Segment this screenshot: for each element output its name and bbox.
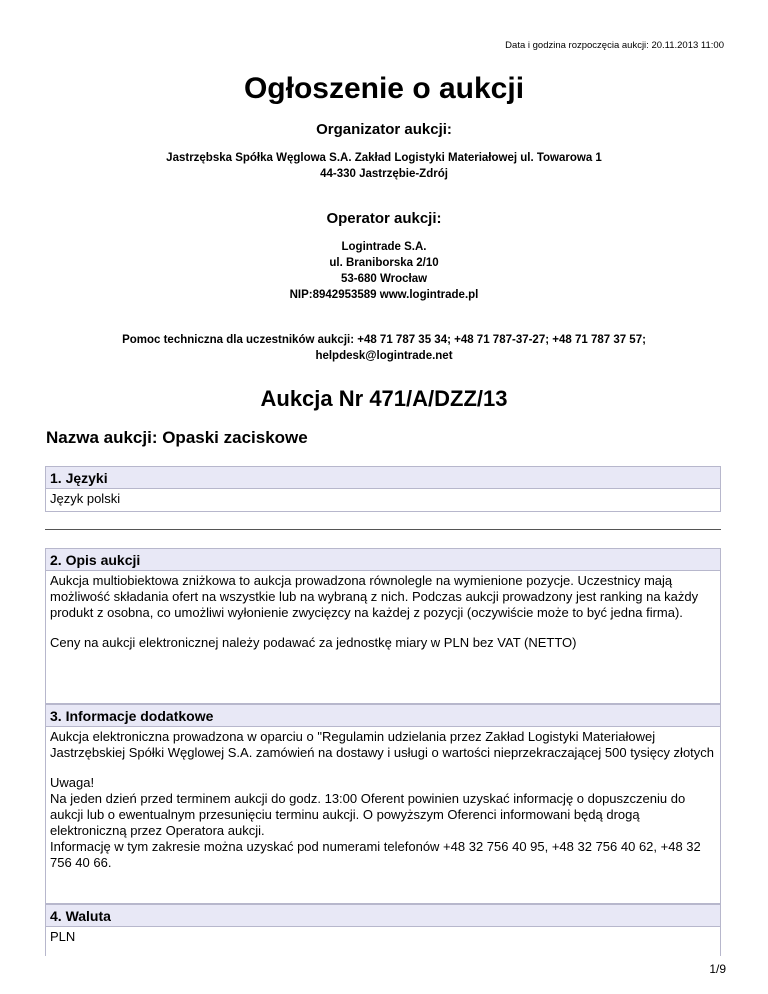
auction-name: Nazwa aukcji: Opaski zaciskowe: [46, 428, 308, 447]
page-title: Ogłoszenie o aukcji: [243, 72, 525, 105]
organizer-line2: 44-330 Jastrzębie-Zdrój: [320, 168, 448, 180]
organizer-block: [0, 121, 768, 182]
section-heading: 4. Waluta: [46, 905, 720, 927]
support-block: [0, 332, 768, 364]
section-body: [46, 727, 720, 875]
description-paragraph: Ceny na aukcji elektronicznej należy podawać za jednostkę miary w PLN bez VAT (NETTO): [50, 635, 577, 650]
operator-name: Logintrade S.A.: [341, 241, 427, 253]
notice-title: Uwaga!: [50, 775, 95, 790]
support-line1: Pomoc techniczna dla uczestników aukcji: +48 71 787 35 34; +48 71 787-37-27; +48 71 787 37 57;: [122, 334, 646, 346]
additional-paragraph: Aukcja elektroniczna prowadzona w oparciu o "Regulamin udzielania przez Zakład Logistyki Materiałowej Jastrzębskiej Spółki Węglowej S.A. zamówień na dostawy i usługi o wartości nieprzekraczającej 500 tysięcy złotych: [50, 729, 715, 760]
auction-start-date: Data i godzina rozpoczęcia aukcji: 20.11.2013 11:00: [505, 40, 724, 51]
section-description: [45, 548, 721, 704]
section-languages: [45, 466, 721, 512]
operator-block: [0, 210, 768, 303]
operator-nip: NIP:8942953589 www.logintrade.pl: [289, 289, 479, 301]
section-additional-info: [45, 704, 721, 904]
section-body: [46, 571, 720, 655]
support-email: helpdesk@logintrade.net: [315, 350, 453, 362]
operator-heading: Operator aukcji:: [326, 210, 442, 227]
operator-city: 53-680 Wrocław: [340, 273, 428, 285]
section-heading: 1. Języki: [46, 467, 720, 489]
auction-number: Aukcja Nr 471/A/DZZ/13: [260, 386, 508, 411]
organizer-line1: Jastrzębska Spółka Węglowa S.A. Zakład Logistyki Materiałowej ul. Towarowa 1: [166, 152, 602, 164]
operator-street: ul. Braniborska 2/10: [329, 257, 439, 269]
section-heading: 2. Opis aukcji: [46, 549, 720, 571]
description-paragraph: Aukcja multiobiektowa zniżkowa to aukcja prowadzona równolegle na wymienione pozycje. Uczestnicy mają możliwość składania ofert na wszystkie lub na wybraną z nich. Podczas aukcji prowadzony jest ranking na każdy produkt z osobna, co umożliwi wyłonienie zwycięzcy na każdej z pozycji (oczywiście może to być jedna firma).: [50, 573, 699, 620]
section-heading: 3. Informacje dodatkowe: [46, 705, 720, 727]
section-body: Język polski: [50, 491, 121, 506]
notice-contact: Informację w tym zakresie można uzyskać pod numerami telefonów +48 32 756 40 95, +48 32 756 40 62, +48 32 756 40 66.: [50, 839, 701, 870]
page-number: 1/9: [709, 962, 726, 976]
notice-text: Na jeden dzień przed terminem aukcji do godz. 13:00 Oferent powinien uzyskać informację o dopuszczeniu do aukcji lub o ewentualnym przesunięciu terminu aukcji. O powyższym Oferenci informowani będą drogą elektroniczną przez Operatora aukcji.: [50, 791, 686, 838]
section-currency: [45, 904, 721, 956]
organizer-heading: Organizator aukcji:: [316, 121, 452, 138]
section-body: PLN: [50, 929, 76, 944]
divider: [45, 529, 721, 530]
